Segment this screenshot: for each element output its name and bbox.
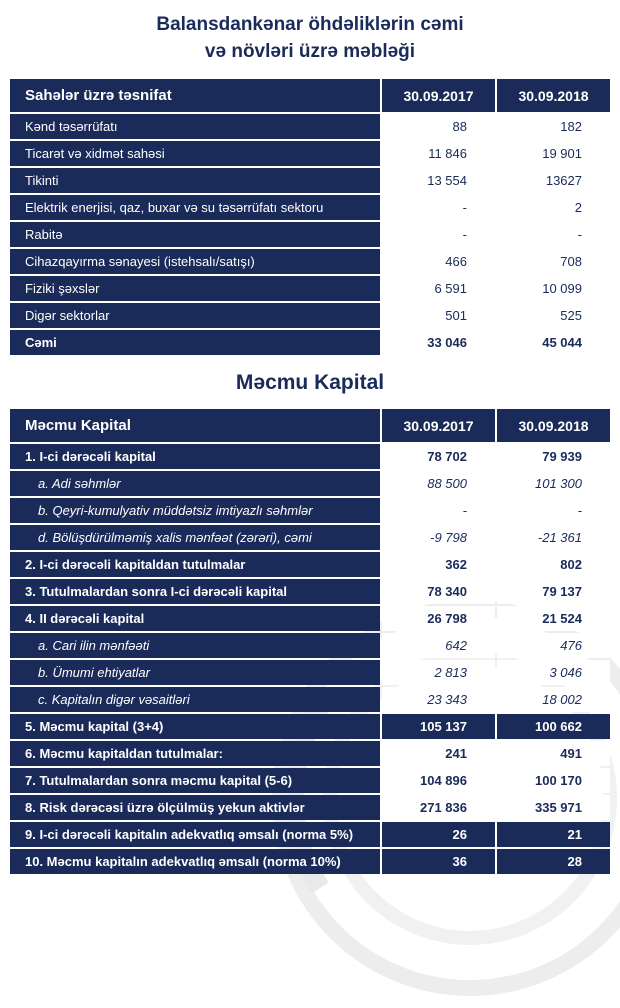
row-label: Tikinti xyxy=(10,168,380,193)
row-value-2017: 78 702 xyxy=(382,444,495,469)
table-row xyxy=(10,141,610,166)
table2-header-2018: 30.09.2018 xyxy=(497,409,610,442)
row-value-2018: 100 662 xyxy=(497,714,610,739)
row-value-2018: 476 xyxy=(497,633,610,658)
row-value-2018: 79 137 xyxy=(497,579,610,604)
table-row xyxy=(10,741,610,766)
row-value-2017: - xyxy=(382,498,495,523)
row-value-2018: 491 xyxy=(497,741,610,766)
row-value-2017: 642 xyxy=(382,633,495,658)
table-mecmu-kapital xyxy=(10,409,610,874)
row-value-2018: 18 002 xyxy=(497,687,610,712)
row-value-2018: 28 xyxy=(497,849,610,874)
row-label: 8. Risk dərəcəsi üzrə ölçülmüş yekun aktivlər xyxy=(10,795,380,820)
table-row xyxy=(10,768,610,793)
page-title-line2: və növləri üzrə məbləği xyxy=(204,40,416,62)
table-row xyxy=(10,714,610,739)
row-value-2017: 501 xyxy=(382,303,495,328)
row-value-2018: 182 xyxy=(497,114,610,139)
row-label: Cəmi xyxy=(10,330,380,355)
row-value-2017: 13 554 xyxy=(382,168,495,193)
row-value-2018: 708 xyxy=(497,249,610,274)
row-label: 9. I-ci dərəcəli kapitalın adekvatlıq əmsalı (norma 5%) xyxy=(10,822,380,847)
row-value-2017: 105 137 xyxy=(382,714,495,739)
row-label: Digər sektorlar xyxy=(10,303,380,328)
table-row xyxy=(10,660,610,685)
page-title-line1: Balansdankənar öhdəliklərin cəmi xyxy=(156,14,464,35)
row-value-2017: - xyxy=(382,222,495,247)
row-label: a. Adi səhmlər xyxy=(10,471,380,496)
row-value-2017: 26 xyxy=(382,822,495,847)
row-value-2017: 78 340 xyxy=(382,579,495,604)
row-value-2017: 88 xyxy=(382,114,495,139)
row-label: Cihazqayırma sənayesi (istehsalı/satışı) xyxy=(10,249,380,274)
row-label: c. Kapitalın digər vəsaitləri xyxy=(10,687,380,712)
table-row xyxy=(10,195,610,220)
row-label: Ticarət və xidmət sahəsi xyxy=(10,141,380,166)
row-label: Fiziki şəxslər xyxy=(10,276,380,301)
row-value-2017: 241 xyxy=(382,741,495,766)
table1-header-2017: 30.09.2017 xyxy=(382,79,495,112)
row-value-2017: -9 798 xyxy=(382,525,495,550)
row-label: 7. Tutulmalardan sonra məcmu kapital (5-6) xyxy=(10,768,380,793)
row-value-2018: 3 046 xyxy=(497,660,610,685)
table2-header-row xyxy=(10,409,610,442)
row-value-2018: 100 170 xyxy=(497,768,610,793)
table-row xyxy=(10,444,610,469)
row-label: a. Cari ilin mənfəəti xyxy=(10,633,380,658)
table-row xyxy=(10,687,610,712)
table-row xyxy=(10,276,610,301)
table-row xyxy=(10,249,610,274)
table-row xyxy=(10,498,610,523)
row-label: 2. I-ci dərəcəli kapitaldan tutulmalar xyxy=(10,552,380,577)
row-label: 6. Məcmu kapitaldan tutulmalar: xyxy=(10,741,380,766)
table-row xyxy=(10,633,610,658)
table-offbalance xyxy=(10,79,610,355)
table-row xyxy=(10,579,610,604)
row-label: b. Ümumi ehtiyatlar xyxy=(10,660,380,685)
row-value-2018: 79 939 xyxy=(497,444,610,469)
row-label: 5. Məcmu kapital (3+4) xyxy=(10,714,380,739)
row-value-2017: 23 343 xyxy=(382,687,495,712)
table-row xyxy=(10,471,610,496)
table-row xyxy=(10,114,610,139)
row-value-2018: 2 xyxy=(497,195,610,220)
table-row xyxy=(10,849,610,874)
row-value-2018: 802 xyxy=(497,552,610,577)
row-label: 4. II dərəcəli kapital xyxy=(10,606,380,631)
row-value-2017: 362 xyxy=(382,552,495,577)
row-value-2018: 525 xyxy=(497,303,610,328)
row-label: Kənd təsərrüfatı xyxy=(10,114,380,139)
table-row xyxy=(10,552,610,577)
row-value-2017: 33 046 xyxy=(382,330,495,355)
row-value-2017: 6 591 xyxy=(382,276,495,301)
row-value-2018: 21 524 xyxy=(497,606,610,631)
row-value-2018: 101 300 xyxy=(497,471,610,496)
table-row-total xyxy=(10,330,610,355)
row-label: b. Qeyri-kumulyativ müddətsiz imtiyazlı səhmlər xyxy=(10,498,380,523)
row-value-2018: 13627 xyxy=(497,168,610,193)
table-row xyxy=(10,168,610,193)
row-label: Elektrik enerjisi, qaz, buxar və su təsərrüfatı sektoru xyxy=(10,195,380,220)
table-row xyxy=(10,303,610,328)
row-value-2017: 88 500 xyxy=(382,471,495,496)
table-row xyxy=(10,795,610,820)
page-title xyxy=(20,0,600,65)
table1-header-2018: 30.09.2018 xyxy=(497,79,610,112)
row-value-2018: 19 901 xyxy=(497,141,610,166)
section-title-mecmu-kapital: Məcmu Kapital xyxy=(235,371,385,395)
row-value-2017: 271 836 xyxy=(382,795,495,820)
row-value-2018: 335 971 xyxy=(497,795,610,820)
table1-header-label: Sahələr üzrə təsnifat xyxy=(10,79,380,112)
row-value-2018: 10 099 xyxy=(497,276,610,301)
row-value-2017: 26 798 xyxy=(382,606,495,631)
table-row xyxy=(10,822,610,847)
table-row xyxy=(10,222,610,247)
row-value-2017: 466 xyxy=(382,249,495,274)
row-value-2017: 11 846 xyxy=(382,141,495,166)
row-label: 3. Tutulmalardan sonra I-ci dərəcəli kapital xyxy=(10,579,380,604)
row-value-2018: - xyxy=(497,498,610,523)
row-value-2017: - xyxy=(382,195,495,220)
table-row xyxy=(10,525,610,550)
row-value-2017: 104 896 xyxy=(382,768,495,793)
row-value-2018: - xyxy=(497,222,610,247)
row-label: 10. Məcmu kapitalın adekvatlıq əmsalı (norma 10%) xyxy=(10,849,380,874)
table-row xyxy=(10,606,610,631)
row-value-2018: 45 044 xyxy=(497,330,610,355)
table1-header-row xyxy=(10,79,610,112)
table2-header-2017: 30.09.2017 xyxy=(382,409,495,442)
table2-header-label: Məcmu Kapital xyxy=(10,409,380,442)
row-value-2018: -21 361 xyxy=(497,525,610,550)
row-label: 1. I-ci dərəcəli kapital xyxy=(10,444,380,469)
row-value-2017: 36 xyxy=(382,849,495,874)
row-label: Rabitə xyxy=(10,222,380,247)
row-value-2017: 2 813 xyxy=(382,660,495,685)
row-label: d. Bölüşdürülməmiş xalis mənfəət (zərəri), cəmi xyxy=(10,525,380,550)
row-value-2018: 21 xyxy=(497,822,610,847)
